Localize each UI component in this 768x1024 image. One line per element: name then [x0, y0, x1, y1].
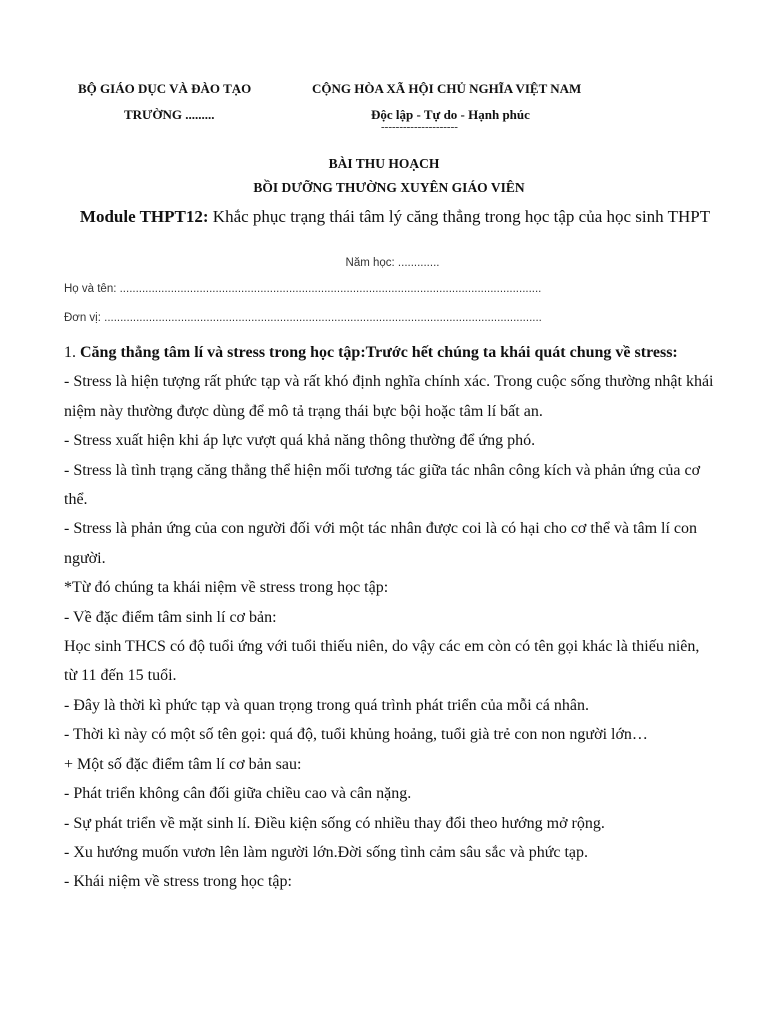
section-number: 1. [64, 344, 80, 361]
ministry-name: BỘ GIÁO DỤC VÀ ĐÀO TẠO [78, 81, 252, 96]
unit-field: Đơn vị: ......................................................................................................................................... [64, 312, 542, 324]
paragraph: - Thời kì này có một số tên gọi: quá độ, tuổi khủng hoảng, tuổi già trẻ con non người lớn… [64, 726, 648, 744]
paragraph: - Stress xuất hiện khi áp lực vượt quá khả năng thông thường để ứng phó. [64, 432, 536, 450]
document-body [64, 338, 714, 897]
report-title: BÀI THU HOẠCH [328, 156, 440, 171]
paragraph: - Khái niệm về stress trong học tập: [64, 873, 292, 891]
section-heading-text: Căng thẳng tâm lí và stress trong học tập:Trước hết chúng ta khái quát chung về stress: [80, 344, 678, 361]
paragraph: - Stress là tình trạng căng thẳng thể hiện mối tương tác giữa tác nhân công kích và phản ứng của cơ thể. [64, 461, 701, 509]
section-heading [64, 338, 714, 367]
school-name: TRƯỜNG ......... [124, 107, 215, 122]
module-title [60, 206, 730, 227]
paragraph: - Phát triển không cân đối giữa chiều cao và cân nặng. [64, 785, 412, 803]
school-year: Năm học: ............. [345, 257, 440, 269]
report-subtitle: BỒI DƯỠNG THƯỜNG XUYÊN GIÁO VIÊN [253, 180, 525, 195]
national-motto: Độc lập - Tự do - Hạnh phúc [371, 107, 530, 122]
paragraph: + Một số đặc điểm tâm lí cơ bản sau: [64, 755, 302, 773]
paragraph: *Từ đó chúng ta khái niệm về stress trong học tập: [64, 579, 389, 597]
paragraph: Học sinh THCS có độ tuổi ứng với tuổi thiếu niên, do vậy các em còn có tên gọi khác là thiếu niên, từ 11 đến 15 tuổi. [64, 638, 700, 685]
module-label: Module THPT12: [79, 207, 209, 226]
paragraph: - Sự phát triển về mặt sinh lí. Điều kiện sống có nhiều thay đổi theo hướng mở rộng. [64, 814, 605, 832]
paragraph: - Stress là hiện tượng rất phức tạp và rất khó định nghĩa chính xác. Trong cuộc sống thường nhật khái niệm này thường được dùng để mô tả trạng thái bực bội hoặc tâm lí bất an. [64, 373, 714, 420]
paragraph: - Xu hướng muốn vươn lên làm người lớn.Đời sống tình cảm sâu sắc và phức tạp. [64, 843, 589, 861]
paragraph: - Đây là thời kì phức tạp và quan trọng trong quá trình phát triển của mỗi cá nhân. [64, 696, 589, 714]
paragraph: - Stress là phản ứng của con người đối với một tác nhân được coi là có hại cho cơ thể và tâm lí con người. [64, 520, 698, 567]
paragraph: - Về đặc điểm tâm sinh lí cơ bản: [64, 608, 277, 626]
motto-rule: --------------------- [381, 121, 458, 133]
module-text: Khắc phục trạng thái tâm lý căng thẳng trong học tập của học sinh THPT [208, 207, 711, 226]
national-title: CỘNG HÒA XÃ HỘI CHỦ NGHĨA VIỆT NAM [312, 81, 582, 96]
name-field: Họ và tên: .................................................................................................................................... [64, 283, 542, 295]
